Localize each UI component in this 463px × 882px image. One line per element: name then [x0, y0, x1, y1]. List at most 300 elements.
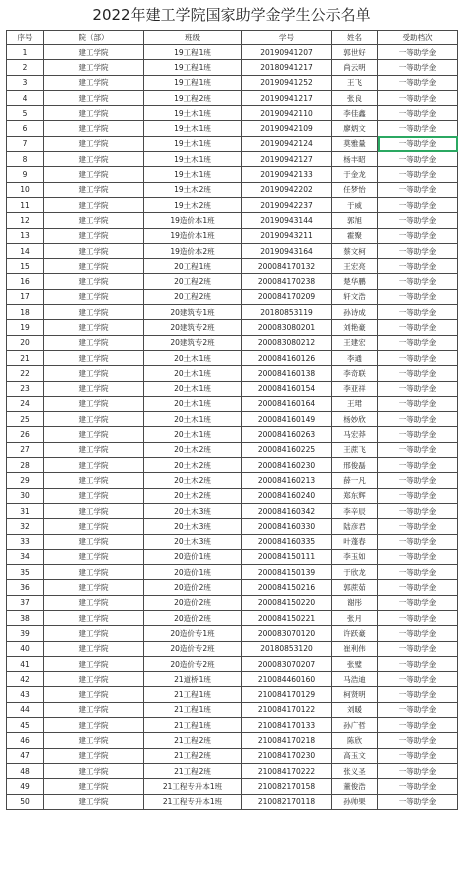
cell-name[interactable]: 薛一凡 — [332, 473, 378, 488]
cell-index[interactable]: 35 — [7, 565, 44, 580]
cell-index[interactable]: 5 — [7, 106, 44, 121]
cell-grant-level[interactable]: 一等助学金 — [378, 396, 458, 411]
cell-index[interactable]: 30 — [7, 488, 44, 503]
cell-index[interactable]: 46 — [7, 733, 44, 748]
cell-department[interactable]: 建工学院 — [44, 197, 144, 212]
cell-student-id[interactable]: 200084160164 — [242, 396, 332, 411]
cell-student-id[interactable]: 20190942109 — [242, 121, 332, 136]
cell-department[interactable]: 建工学院 — [44, 641, 144, 656]
cell-department[interactable]: 建工学院 — [44, 75, 144, 90]
cell-name[interactable]: 李辛辰 — [332, 503, 378, 518]
cell-class[interactable]: 19土木2班 — [144, 182, 242, 197]
cell-index[interactable]: 47 — [7, 748, 44, 763]
cell-student-id[interactable]: 210084170218 — [242, 733, 332, 748]
cell-grant-level[interactable]: 一等助学金 — [378, 350, 458, 365]
cell-class[interactable]: 20土木2班 — [144, 442, 242, 457]
cell-class[interactable]: 19工程1班 — [144, 75, 242, 90]
cell-class[interactable]: 20土木1班 — [144, 427, 242, 442]
cell-student-id[interactable]: 210084170230 — [242, 748, 332, 763]
cell-department[interactable]: 建工学院 — [44, 763, 144, 778]
cell-grant-level[interactable]: 一等助学金 — [378, 656, 458, 671]
cell-name[interactable]: 孙诗成 — [332, 305, 378, 320]
cell-student-id[interactable]: 200084170238 — [242, 274, 332, 289]
cell-index[interactable]: 2 — [7, 60, 44, 75]
cell-department[interactable]: 建工学院 — [44, 106, 144, 121]
cell-index[interactable]: 36 — [7, 580, 44, 595]
cell-grant-level[interactable]: 一等助学金 — [378, 320, 458, 335]
cell-department[interactable]: 建工学院 — [44, 305, 144, 320]
cell-student-id[interactable]: 200084160330 — [242, 519, 332, 534]
cell-class[interactable]: 20建筑专2班 — [144, 335, 242, 350]
cell-department[interactable]: 建工学院 — [44, 320, 144, 335]
cell-student-id[interactable]: 200084160263 — [242, 427, 332, 442]
cell-department[interactable]: 建工学院 — [44, 595, 144, 610]
cell-student-id[interactable]: 200083080201 — [242, 320, 332, 335]
cell-class[interactable]: 21道桥1班 — [144, 672, 242, 687]
cell-name[interactable]: 王珺 — [332, 396, 378, 411]
cell-name[interactable]: 董俊浩 — [332, 779, 378, 794]
cell-department[interactable]: 建工学院 — [44, 503, 144, 518]
cell-department[interactable]: 建工学院 — [44, 427, 144, 442]
cell-index[interactable]: 25 — [7, 412, 44, 427]
cell-name[interactable]: 李佳鑫 — [332, 106, 378, 121]
cell-grant-level[interactable]: 一等助学金 — [378, 626, 458, 641]
cell-department[interactable]: 建工学院 — [44, 672, 144, 687]
cell-grant-level[interactable]: 一等助学金 — [378, 610, 458, 625]
cell-department[interactable]: 建工学院 — [44, 228, 144, 243]
cell-department[interactable]: 建工学院 — [44, 274, 144, 289]
cell-grant-level[interactable]: 一等助学金 — [378, 718, 458, 733]
cell-class[interactable]: 20土木1班 — [144, 396, 242, 411]
cell-student-id[interactable]: 200083070120 — [242, 626, 332, 641]
cell-student-id[interactable]: 200084170132 — [242, 259, 332, 274]
cell-name[interactable]: 霍聚 — [332, 228, 378, 243]
cell-grant-level[interactable]: 一等助学金 — [378, 366, 458, 381]
cell-name[interactable]: 马宏莽 — [332, 427, 378, 442]
cell-class[interactable]: 20建筑专1班 — [144, 305, 242, 320]
cell-department[interactable]: 建工学院 — [44, 396, 144, 411]
cell-department[interactable]: 建工学院 — [44, 152, 144, 167]
cell-name[interactable]: 王建宏 — [332, 335, 378, 350]
cell-index[interactable]: 33 — [7, 534, 44, 549]
cell-department[interactable]: 建工学院 — [44, 610, 144, 625]
cell-grant-level[interactable]: 一等助学金 — [378, 274, 458, 289]
cell-class[interactable]: 20造价专2班 — [144, 656, 242, 671]
cell-class[interactable]: 19土木1班 — [144, 152, 242, 167]
cell-grant-level[interactable]: 一等助学金 — [378, 794, 458, 809]
cell-class[interactable]: 20土木2班 — [144, 473, 242, 488]
cell-department[interactable]: 建工学院 — [44, 534, 144, 549]
cell-index[interactable]: 21 — [7, 350, 44, 365]
cell-student-id[interactable]: 20190942124 — [242, 136, 332, 151]
cell-class[interactable]: 19造价本1班 — [144, 213, 242, 228]
cell-name[interactable]: 叶蓬春 — [332, 534, 378, 549]
cell-student-id[interactable]: 210084170222 — [242, 763, 332, 778]
cell-grant-level[interactable]: 一等助学金 — [378, 702, 458, 717]
cell-department[interactable]: 建工学院 — [44, 366, 144, 381]
cell-name[interactable]: 郭旭 — [332, 213, 378, 228]
cell-grant-level[interactable]: 一等助学金 — [378, 106, 458, 121]
cell-student-id[interactable]: 200084150139 — [242, 565, 332, 580]
cell-student-id[interactable]: 200084150111 — [242, 549, 332, 564]
cell-class[interactable]: 19造价本2班 — [144, 243, 242, 258]
cell-name[interactable]: 于威 — [332, 197, 378, 212]
cell-department[interactable]: 建工学院 — [44, 779, 144, 794]
cell-index[interactable]: 41 — [7, 656, 44, 671]
cell-student-id[interactable]: 200084160335 — [242, 534, 332, 549]
cell-index[interactable]: 3 — [7, 75, 44, 90]
cell-name[interactable]: 王宏亮 — [332, 259, 378, 274]
cell-index[interactable]: 45 — [7, 718, 44, 733]
cell-class[interactable]: 21工程专升本1班 — [144, 794, 242, 809]
cell-class[interactable]: 20土木1班 — [144, 366, 242, 381]
cell-grant-level[interactable]: 一等助学金 — [378, 549, 458, 564]
cell-department[interactable]: 建工学院 — [44, 136, 144, 151]
cell-index[interactable]: 14 — [7, 243, 44, 258]
cell-index[interactable]: 32 — [7, 519, 44, 534]
cell-grant-level[interactable]: 一等助学金 — [378, 381, 458, 396]
cell-department[interactable]: 建工学院 — [44, 243, 144, 258]
cell-class[interactable]: 20造价1班 — [144, 565, 242, 580]
cell-index[interactable]: 27 — [7, 442, 44, 457]
cell-grant-level[interactable]: 一等助学金 — [378, 305, 458, 320]
cell-index[interactable]: 28 — [7, 458, 44, 473]
cell-name[interactable]: 蔡文柯 — [332, 243, 378, 258]
cell-index[interactable]: 37 — [7, 595, 44, 610]
cell-student-id[interactable]: 200084150216 — [242, 580, 332, 595]
cell-grant-level[interactable]: 一等助学金 — [378, 228, 458, 243]
cell-index[interactable]: 18 — [7, 305, 44, 320]
cell-grant-level[interactable]: 一等助学金 — [378, 45, 458, 60]
cell-student-id[interactable]: 210084170129 — [242, 687, 332, 702]
cell-class[interactable]: 21工程2班 — [144, 763, 242, 778]
cell-index[interactable]: 39 — [7, 626, 44, 641]
cell-grant-level[interactable]: 一等助学金 — [378, 763, 458, 778]
cell-department[interactable]: 建工学院 — [44, 60, 144, 75]
cell-department[interactable]: 建工学院 — [44, 687, 144, 702]
cell-student-id[interactable]: 2018085311​9 — [242, 305, 332, 320]
cell-index[interactable]: 1 — [7, 45, 44, 60]
cell-department[interactable]: 建工学院 — [44, 488, 144, 503]
cell-class[interactable]: 20造价2班 — [144, 595, 242, 610]
cell-student-id[interactable]: 20190943211 — [242, 228, 332, 243]
cell-grant-level[interactable]: 一等助学金 — [378, 442, 458, 457]
cell-department[interactable]: 建工学院 — [44, 289, 144, 304]
cell-name[interactable]: 柯贤明 — [332, 687, 378, 702]
cell-grant-level[interactable]: 一等助学金 — [378, 213, 458, 228]
cell-department[interactable]: 建工学院 — [44, 167, 144, 182]
cell-grant-level[interactable]: 一等助学金 — [378, 197, 458, 212]
cell-class[interactable]: 20造价2班 — [144, 580, 242, 595]
cell-index[interactable]: 43 — [7, 687, 44, 702]
cell-student-id[interactable]: 20190943164 — [242, 243, 332, 258]
cell-grant-level[interactable]: 一等助学金 — [378, 167, 458, 182]
cell-name[interactable]: 孙广哲 — [332, 718, 378, 733]
cell-grant-level[interactable]: 一等助学金 — [378, 534, 458, 549]
cell-department[interactable]: 建工学院 — [44, 121, 144, 136]
cell-class[interactable]: 19造价本1班 — [144, 228, 242, 243]
cell-grant-level[interactable]: 一等助学金 — [378, 259, 458, 274]
cell-department[interactable]: 建工学院 — [44, 350, 144, 365]
cell-department[interactable]: 建工学院 — [44, 412, 144, 427]
cell-grant-level[interactable]: 一等助学金 — [378, 289, 458, 304]
cell-student-id[interactable]: 200084160154 — [242, 381, 332, 396]
cell-class[interactable]: 21工程1班 — [144, 687, 242, 702]
cell-class[interactable]: 20工程2班 — [144, 289, 242, 304]
cell-index[interactable]: 40 — [7, 641, 44, 656]
cell-index[interactable]: 49 — [7, 779, 44, 794]
cell-class[interactable]: 20造价专2班 — [144, 641, 242, 656]
cell-name[interactable]: 任梦怡 — [332, 182, 378, 197]
cell-name[interactable]: 陈欣 — [332, 733, 378, 748]
cell-student-id[interactable]: 20190943144 — [242, 213, 332, 228]
cell-student-id[interactable]: 200084170209 — [242, 289, 332, 304]
cell-name[interactable]: 莫雅量 — [332, 136, 378, 151]
cell-student-id[interactable]: 200084160138 — [242, 366, 332, 381]
cell-student-id[interactable]: 200083080212 — [242, 335, 332, 350]
cell-class[interactable]: 20造价专1班 — [144, 626, 242, 641]
cell-grant-level[interactable]: 一等助学金 — [378, 243, 458, 258]
cell-index[interactable]: 19 — [7, 320, 44, 335]
cell-department[interactable]: 建工学院 — [44, 580, 144, 595]
cell-grant-level[interactable]: 一等助学金 — [378, 136, 458, 151]
cell-name[interactable]: 尚云明 — [332, 60, 378, 75]
cell-department[interactable]: 建工学院 — [44, 45, 144, 60]
cell-index[interactable]: 8 — [7, 152, 44, 167]
cell-student-id[interactable]: 200084160213 — [242, 473, 332, 488]
cell-name[interactable]: 李通 — [332, 350, 378, 365]
cell-name[interactable]: 李玉如 — [332, 549, 378, 564]
cell-department[interactable]: 建工学院 — [44, 565, 144, 580]
cell-student-id[interactable]: 20190941252 — [242, 75, 332, 90]
cell-class[interactable]: 21工程1班 — [144, 718, 242, 733]
cell-name[interactable]: 刘暖 — [332, 702, 378, 717]
cell-index[interactable]: 10 — [7, 182, 44, 197]
cell-index[interactable]: 42 — [7, 672, 44, 687]
cell-name[interactable]: 郑东辉 — [332, 488, 378, 503]
cell-name[interactable]: 邢俊磊 — [332, 458, 378, 473]
cell-class[interactable]: 20土木3班 — [144, 503, 242, 518]
cell-department[interactable]: 建工学院 — [44, 442, 144, 457]
cell-class[interactable]: 21工程2班 — [144, 748, 242, 763]
cell-student-id[interactable]: 20190941207 — [242, 45, 332, 60]
cell-grant-level[interactable]: 一等助学金 — [378, 687, 458, 702]
cell-class[interactable]: 21工程2班 — [144, 733, 242, 748]
cell-class[interactable]: 19土木1班 — [144, 136, 242, 151]
cell-index[interactable]: 31 — [7, 503, 44, 518]
cell-grant-level[interactable]: 一等助学金 — [378, 121, 458, 136]
cell-department[interactable]: 建工学院 — [44, 549, 144, 564]
cell-index[interactable]: 20 — [7, 335, 44, 350]
cell-student-id[interactable]: 200084160230 — [242, 458, 332, 473]
cell-name[interactable]: 谢彤 — [332, 595, 378, 610]
cell-class[interactable]: 20土木1班 — [144, 381, 242, 396]
cell-student-id[interactable]: 200084160149 — [242, 412, 332, 427]
cell-student-id[interactable]: 210084170133 — [242, 718, 332, 733]
cell-index[interactable]: 29 — [7, 473, 44, 488]
cell-department[interactable]: 建工学院 — [44, 381, 144, 396]
cell-index[interactable]: 50 — [7, 794, 44, 809]
cell-student-id[interactable]: 200084160225 — [242, 442, 332, 457]
cell-student-id[interactable]: 210082170118 — [242, 794, 332, 809]
cell-class[interactable]: 19工程2班 — [144, 90, 242, 105]
cell-grant-level[interactable]: 一等助学金 — [378, 473, 458, 488]
cell-grant-level[interactable]: 一等助学金 — [378, 748, 458, 763]
cell-name[interactable]: 轩文浩 — [332, 289, 378, 304]
cell-index[interactable]: 17 — [7, 289, 44, 304]
cell-class[interactable]: 20土木1班 — [144, 412, 242, 427]
cell-index[interactable]: 4 — [7, 90, 44, 105]
cell-student-id[interactable]: 200084160342 — [242, 503, 332, 518]
cell-class[interactable]: 21工程1班 — [144, 702, 242, 717]
cell-class[interactable]: 19工程1班 — [144, 45, 242, 60]
cell-department[interactable]: 建工学院 — [44, 794, 144, 809]
cell-grant-level[interactable]: 一等助学金 — [378, 458, 458, 473]
cell-index[interactable]: 12 — [7, 213, 44, 228]
cell-grant-level[interactable]: 一等助学金 — [378, 595, 458, 610]
cell-index[interactable]: 6 — [7, 121, 44, 136]
cell-index[interactable]: 48 — [7, 763, 44, 778]
cell-index[interactable]: 7 — [7, 136, 44, 151]
cell-student-id[interactable]: 20190941217 — [242, 90, 332, 105]
cell-class[interactable]: 19土木1班 — [144, 167, 242, 182]
cell-class[interactable]: 19土木2班 — [144, 197, 242, 212]
cell-department[interactable]: 建工学院 — [44, 519, 144, 534]
cell-index[interactable]: 22 — [7, 366, 44, 381]
cell-student-id[interactable]: 200084160240 — [242, 488, 332, 503]
cell-name[interactable]: 李亚祥 — [332, 381, 378, 396]
cell-name[interactable]: 高玉文 — [332, 748, 378, 763]
cell-grant-level[interactable]: 一等助学金 — [378, 412, 458, 427]
cell-department[interactable]: 建工学院 — [44, 213, 144, 228]
cell-student-id[interactable]: 200083070207 — [242, 656, 332, 671]
cell-name[interactable]: 张璧 — [332, 656, 378, 671]
cell-student-id[interactable]: 210082170158 — [242, 779, 332, 794]
cell-department[interactable]: 建工学院 — [44, 259, 144, 274]
cell-name[interactable]: 张良 — [332, 90, 378, 105]
cell-class[interactable]: 20造价2班 — [144, 610, 242, 625]
cell-department[interactable]: 建工学院 — [44, 473, 144, 488]
cell-student-id[interactable]: 20190942127 — [242, 152, 332, 167]
cell-department[interactable]: 建工学院 — [44, 718, 144, 733]
cell-name[interactable]: 王蔗飞 — [332, 442, 378, 457]
cell-index[interactable]: 13 — [7, 228, 44, 243]
cell-student-id[interactable]: 20190942237 — [242, 197, 332, 212]
cell-student-id[interactable]: 200084160126 — [242, 350, 332, 365]
cell-name[interactable]: 于金龙 — [332, 167, 378, 182]
cell-index[interactable]: 26 — [7, 427, 44, 442]
cell-department[interactable]: 建工学院 — [44, 626, 144, 641]
cell-grant-level[interactable]: 一等助学金 — [378, 152, 458, 167]
cell-name[interactable]: 于欣龙 — [332, 565, 378, 580]
cell-class[interactable]: 20建筑专2班 — [144, 320, 242, 335]
cell-grant-level[interactable]: 一等助学金 — [378, 75, 458, 90]
cell-student-id[interactable]: 20190942110 — [242, 106, 332, 121]
cell-name[interactable]: 陆彦君 — [332, 519, 378, 534]
cell-grant-level[interactable]: 一等助学金 — [378, 672, 458, 687]
cell-name[interactable]: 王飞 — [332, 75, 378, 90]
cell-name[interactable]: 郭世好 — [332, 45, 378, 60]
cell-name[interactable]: 孙帅果 — [332, 794, 378, 809]
cell-class[interactable]: 19土木1班 — [144, 106, 242, 121]
cell-grant-level[interactable]: 一等助学金 — [378, 565, 458, 580]
cell-class[interactable]: 19土木1班 — [144, 121, 242, 136]
cell-name[interactable]: 许跃豪 — [332, 626, 378, 641]
cell-department[interactable]: 建工学院 — [44, 458, 144, 473]
cell-index[interactable]: 11 — [7, 197, 44, 212]
cell-department[interactable]: 建工学院 — [44, 656, 144, 671]
cell-student-id[interactable]: 200084150220 — [242, 595, 332, 610]
cell-name[interactable]: 杨妙欣 — [332, 412, 378, 427]
cell-grant-level[interactable]: 一等助学金 — [378, 779, 458, 794]
cell-department[interactable]: 建工学院 — [44, 182, 144, 197]
cell-name[interactable]: 张义圣 — [332, 763, 378, 778]
cell-student-id[interactable]: 210084170122 — [242, 702, 332, 717]
cell-index[interactable]: 16 — [7, 274, 44, 289]
cell-student-id[interactable]: 201808531​20 — [242, 641, 332, 656]
cell-student-id[interactable]: 200084150221 — [242, 610, 332, 625]
cell-name[interactable]: 李奇联 — [332, 366, 378, 381]
cell-class[interactable]: 20造价1班 — [144, 549, 242, 564]
cell-index[interactable]: 15 — [7, 259, 44, 274]
cell-name[interactable]: 廖炳文 — [332, 121, 378, 136]
cell-student-id[interactable]: 20190942202 — [242, 182, 332, 197]
cell-grant-level[interactable]: 一等助学金 — [378, 641, 458, 656]
cell-class[interactable]: 20土木3班 — [144, 534, 242, 549]
cell-index[interactable]: 23 — [7, 381, 44, 396]
cell-department[interactable]: 建工学院 — [44, 335, 144, 350]
cell-class[interactable]: 20工程1班 — [144, 259, 242, 274]
cell-index[interactable]: 38 — [7, 610, 44, 625]
cell-name[interactable]: 刘艳豪 — [332, 320, 378, 335]
cell-student-id[interactable]: 20180941217 — [242, 60, 332, 75]
cell-grant-level[interactable]: 一等助学金 — [378, 580, 458, 595]
cell-student-id[interactable]: 20190942133 — [242, 167, 332, 182]
cell-department[interactable]: 建工学院 — [44, 733, 144, 748]
cell-class[interactable]: 20土木1班 — [144, 350, 242, 365]
cell-index[interactable]: 44 — [7, 702, 44, 717]
cell-name[interactable]: 张月 — [332, 610, 378, 625]
cell-name[interactable]: 崔利伟 — [332, 641, 378, 656]
cell-class[interactable]: 20土木2班 — [144, 488, 242, 503]
cell-index[interactable]: 34 — [7, 549, 44, 564]
cell-grant-level[interactable]: 一等助学金 — [378, 519, 458, 534]
cell-index[interactable]: 9 — [7, 167, 44, 182]
cell-grant-level[interactable]: 一等助学金 — [378, 182, 458, 197]
cell-grant-level[interactable]: 一等助学金 — [378, 488, 458, 503]
cell-class[interactable]: 20土木3班 — [144, 519, 242, 534]
cell-grant-level[interactable]: 一等助学金 — [378, 427, 458, 442]
cell-class[interactable]: 20土木2班 — [144, 458, 242, 473]
cell-index[interactable]: 24 — [7, 396, 44, 411]
cell-grant-level[interactable]: 一等助学金 — [378, 503, 458, 518]
cell-grant-level[interactable]: 一等助学金 — [378, 733, 458, 748]
cell-grant-level[interactable]: 一等助学金 — [378, 335, 458, 350]
cell-name[interactable]: 马浩迪 — [332, 672, 378, 687]
cell-student-id[interactable]: 210084460160 — [242, 672, 332, 687]
cell-grant-level[interactable]: 一等助学金 — [378, 90, 458, 105]
cell-name[interactable]: 杨丰昭 — [332, 152, 378, 167]
cell-department[interactable]: 建工学院 — [44, 702, 144, 717]
cell-class[interactable]: 20工程2班 — [144, 274, 242, 289]
cell-class[interactable]: 21工程专升本1班 — [144, 779, 242, 794]
cell-department[interactable]: 建工学院 — [44, 748, 144, 763]
cell-name[interactable]: 郭蔗茹 — [332, 580, 378, 595]
cell-grant-level[interactable]: 一等助学金 — [378, 60, 458, 75]
cell-department[interactable]: 建工学院 — [44, 90, 144, 105]
cell-name[interactable]: 楚华鹏 — [332, 274, 378, 289]
cell-class[interactable]: 19工程1班 — [144, 60, 242, 75]
